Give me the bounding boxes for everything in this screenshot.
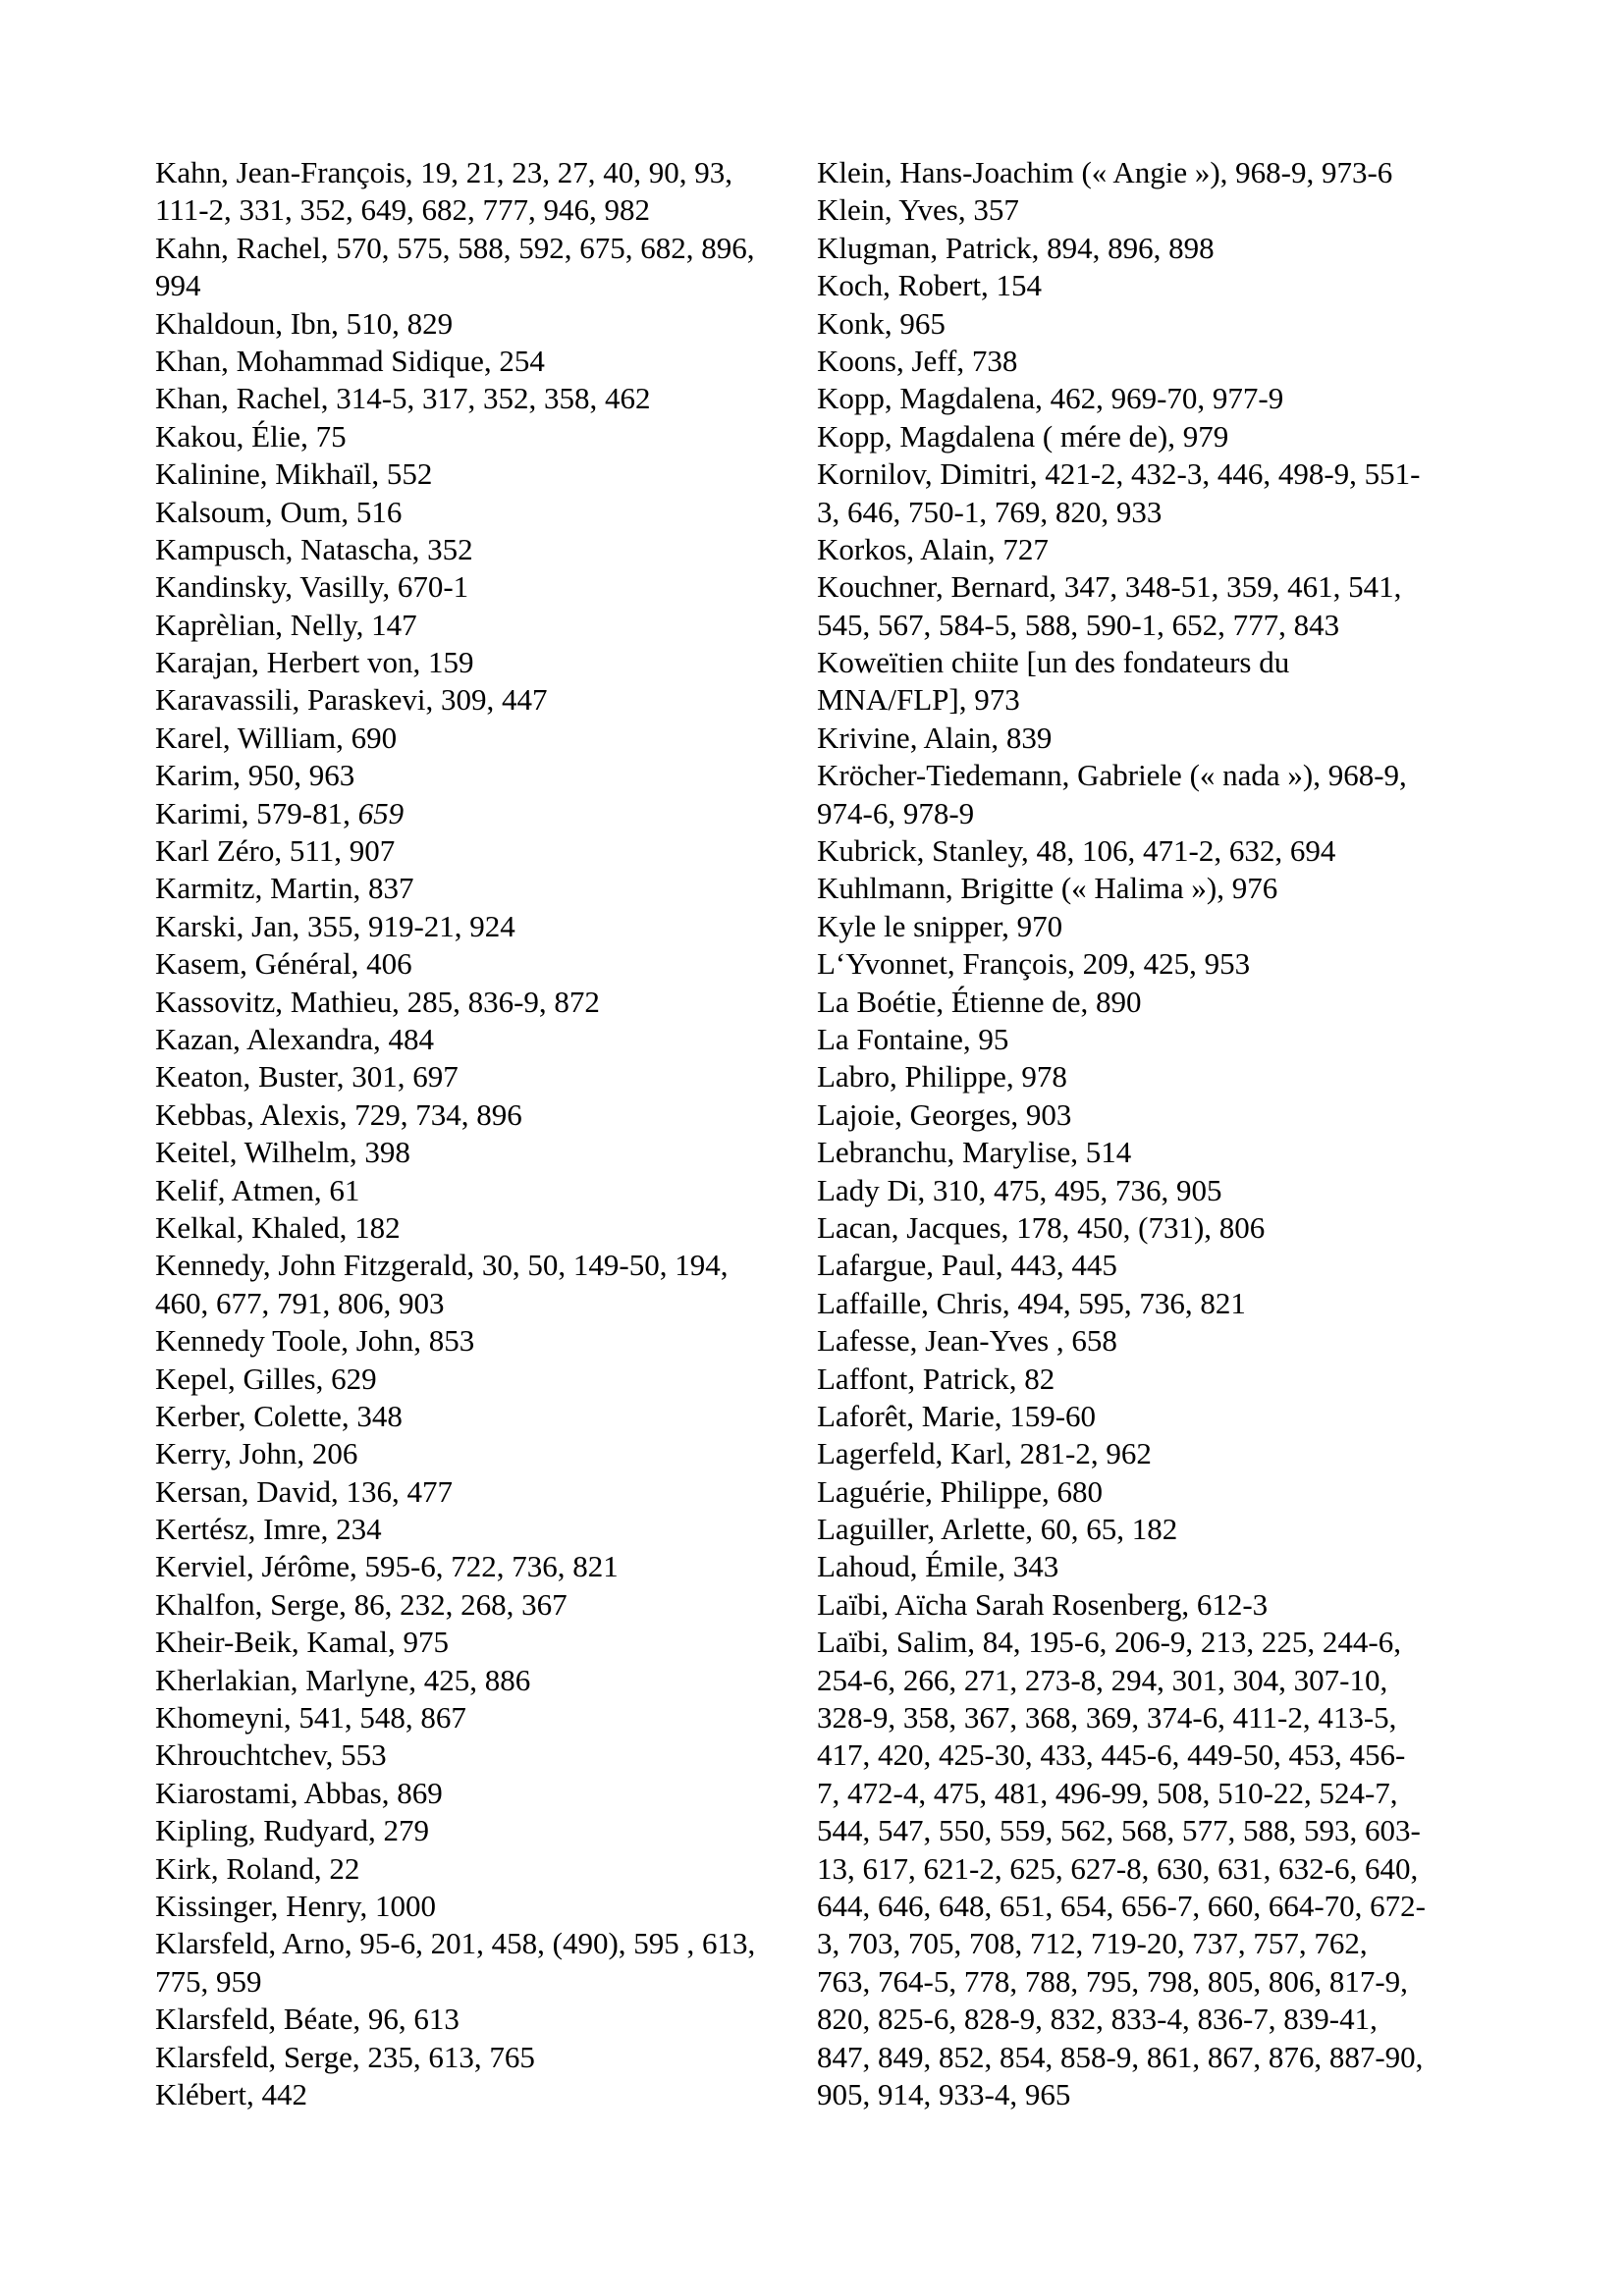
index-entry-line: Kiarostami, Abbas, 869	[155, 1775, 443, 1810]
index-entry-line: Kipling, Rudyard, 279	[155, 1813, 429, 1848]
index-entry-line: Lacan, Jacques, 178, 450, (731), 806	[817, 1209, 1266, 1245]
index-column-right	[817, 154, 1494, 2113]
index-entry-line: 13, 617, 621-2, 625, 627-8, 630, 631, 632-6, 640,	[817, 1850, 1419, 1886]
index-entry-line: Kubrick, Stanley, 48, 106, 471-2, 632, 694	[817, 833, 1336, 869]
index-entry-line: Lady Di, 310, 475, 495, 736, 905	[817, 1172, 1222, 1207]
index-entry-line: Kampusch, Natascha, 352	[155, 531, 473, 566]
index-entry-line: Kebbas, Alexis, 729, 734, 896	[155, 1096, 522, 1132]
index-entry-line: Karel, William, 690	[155, 720, 398, 755]
index-entry-line: 3, 703, 705, 708, 712, 719-20, 737, 757, 762,	[817, 1926, 1368, 1961]
index-entry-line: Kyle le snipper, 970	[817, 908, 1063, 943]
index-entry-line: Kelkal, Khaled, 182	[155, 1209, 401, 1245]
index-entry-line: Kuhlmann, Brigitte (« Halima »), 976	[817, 871, 1278, 906]
index-entry-line: Kahn, Rachel, 570, 575, 588, 592, 675, 682, 896,	[155, 230, 755, 265]
index-entry-line: Khaldoun, Ibn, 510, 829	[155, 305, 454, 341]
index-entry-line: Koons, Jeff, 738	[817, 343, 1018, 378]
index-entry-line: 460, 677, 791, 806, 903	[155, 1285, 445, 1320]
index-entry-line: 905, 914, 933-4, 965	[817, 2076, 1071, 2111]
index-entry-line: Kheir-Beik, Kamal, 975	[155, 1625, 449, 1660]
index-entry-line: Korkos, Alain, 727	[817, 531, 1049, 566]
index-entry-line: Koch, Robert, 154	[817, 268, 1043, 303]
index-entry-line: Karimi, 579-81, 659	[155, 795, 405, 830]
index-entry-line: Kerry, John, 206	[155, 1436, 358, 1471]
index-entry-line: MNA/FLP], 973	[817, 682, 1020, 718]
index-entry-line: 254-6, 266, 271, 273-8, 294, 301, 304, 307-10,	[817, 1662, 1388, 1697]
index-entry-line: Klein, Hans-Joachim (« Angie »), 968-9, 973-6	[817, 155, 1393, 189]
index-entry-line: Kasem, Général, 406	[155, 946, 412, 982]
index-entry-line: La Boétie, Étienne de, 890	[817, 984, 1142, 1019]
index-entry-line: Kirk, Roland, 22	[155, 1850, 360, 1886]
index-entry-line: Khalfon, Serge, 86, 232, 268, 367	[155, 1586, 568, 1622]
index-entry-line: Kertész, Imre, 234	[155, 1512, 382, 1547]
index-entry-line: Karim, 950, 963	[155, 758, 355, 793]
index-entry-line: Kerber, Colette, 348	[155, 1398, 403, 1433]
index-entry-line: Lafesse, Jean-Yves , 658	[817, 1323, 1117, 1359]
index-entry-line: Lajoie, Georges, 903	[817, 1096, 1072, 1132]
index-entry-line: Laffaille, Chris, 494, 595, 736, 821	[817, 1285, 1246, 1320]
index-entry-line: 974-6, 978-9	[817, 795, 975, 830]
index-entry-line: Karmitz, Martin, 837	[155, 871, 414, 906]
index-entry-line: Khomeyni, 541, 548, 867	[155, 1700, 466, 1735]
index-entry-line: Kennedy Toole, John, 853	[155, 1323, 475, 1359]
index-entry-line: Lebranchu, Marylise, 514	[817, 1135, 1132, 1170]
index-entry-line: Kandinsky, Vasilly, 670-1	[155, 569, 469, 605]
index-entry-line: Kalsoum, Oum, 516	[155, 494, 403, 529]
index-entry-line: Kassovitz, Mathieu, 285, 836-9, 872	[155, 984, 600, 1019]
index-entry-line: Klarsfeld, Serge, 235, 613, 765	[155, 2039, 535, 2074]
index-entry-line: Laguérie, Philippe, 680	[817, 1473, 1103, 1509]
index-entry-line: Lagerfeld, Karl, 281-2, 962	[817, 1436, 1152, 1471]
index-entry-line: 775, 959	[155, 1963, 262, 1999]
index-entry-line: Kornilov, Dimitri, 421-2, 432-3, 446, 498-9, 551-	[817, 456, 1421, 492]
index-entry-line: Kazan, Alexandra, 484	[155, 1021, 435, 1056]
index-entry-line: 111-2, 331, 352, 649, 682, 777, 946, 982	[155, 192, 651, 228]
index-entry-line: 3, 646, 750-1, 769, 820, 933	[817, 494, 1163, 529]
index-entry-line: Labro, Philippe, 978	[817, 1059, 1067, 1095]
index-entry-line: Kröcher-Tiedemann, Gabriele (« nada »), 968-9,	[817, 758, 1407, 793]
index-entry-line: Laforêt, Marie, 159-60	[817, 1398, 1097, 1433]
index-entry-line: Karski, Jan, 355, 919-21, 924	[155, 908, 515, 943]
index-entry-line: Klébert, 442	[155, 2076, 307, 2111]
index-entry-line: 994	[155, 268, 201, 303]
index-entry-line: Klugman, Patrick, 894, 896, 898	[817, 230, 1215, 265]
index-entry-line: 545, 567, 584-5, 588, 590-1, 652, 777, 843	[817, 607, 1340, 642]
index-entry-line: Kissinger, Henry, 1000	[155, 1888, 437, 1923]
index-entry-line: 328-9, 358, 367, 368, 369, 374-6, 411-2, 413-5,	[817, 1700, 1397, 1735]
index-entry-line: Kelif, Atmen, 61	[155, 1172, 360, 1207]
index-entry-line: Laguiller, Arlette, 60, 65, 182	[817, 1512, 1178, 1547]
index-entry-line: Klarsfeld, Arno, 95-6, 201, 458, (490), 595 , 613,	[155, 1926, 756, 1961]
index-entry-line: Kopp, Magdalena, 462, 969-70, 977-9	[817, 381, 1284, 416]
index-entry-line: 7, 472-4, 475, 481, 496-99, 508, 510-22, 524-7,	[817, 1775, 1398, 1810]
index-entry-line: Kakou, Élie, 75	[155, 418, 347, 454]
index-entry-line: 544, 547, 550, 559, 562, 568, 577, 588, 593, 603-	[817, 1813, 1421, 1848]
index-entry-line: Karl Zéro, 511, 907	[155, 833, 396, 869]
index-entry-line: 644, 646, 648, 651, 654, 656-7, 660, 664-70, 672-	[817, 1888, 1426, 1923]
index-entry-line: Khan, Rachel, 314-5, 317, 352, 358, 462	[155, 381, 651, 416]
index-entry-line: Klarsfeld, Béate, 96, 613	[155, 2002, 460, 2037]
index-entry-line: Khrouchtchev, 553	[155, 1737, 387, 1773]
index-entry-line: 820, 825-6, 828-9, 832, 833-4, 836-7, 839-41,	[817, 2002, 1378, 2037]
index-entry-line: Laffont, Patrick, 82	[817, 1361, 1055, 1396]
index-entry-line: Lafargue, Paul, 443, 445	[817, 1248, 1117, 1283]
index-entry-line: Koweïtien chiite [un des fondateurs du	[817, 645, 1290, 680]
index-entry-line: Kaprèlian, Nelly, 147	[155, 607, 417, 642]
index-entry-line: Kennedy, John Fitzgerald, 30, 50, 149-50, 194,	[155, 1248, 729, 1283]
index-entry-line: Keitel, Wilhelm, 398	[155, 1135, 410, 1170]
index-entry-line: Kepel, Gilles, 629	[155, 1361, 377, 1396]
italic-page-number: 659	[357, 795, 405, 830]
index-entry-line: Kerviel, Jérôme, 595-6, 722, 736, 821	[155, 1549, 619, 1584]
index-entry-line: Lahoud, Émile, 343	[817, 1549, 1059, 1584]
index-entry-line: Kersan, David, 136, 477	[155, 1473, 454, 1509]
index-entry-line: 417, 420, 425-30, 433, 445-6, 449-50, 453, 456-	[817, 1737, 1406, 1773]
index-entry-line: Konk, 965	[817, 305, 946, 341]
index-entry-line: Khan, Mohammad Sidique, 254	[155, 343, 545, 378]
index-entry-line: 847, 849, 852, 854, 858-9, 861, 867, 876, 887-90,	[817, 2039, 1424, 2074]
index-entry-line: Kouchner, Bernard, 347, 348-51, 359, 461, 541,	[817, 569, 1402, 605]
index-entry-line: Klein, Yves, 357	[817, 192, 1019, 228]
index-entry-line: Karavassili, Paraskevi, 309, 447	[155, 682, 548, 718]
index-entry-line: 763, 764-5, 778, 788, 795, 798, 805, 806, 817-9,	[817, 1963, 1408, 1999]
index-entry-line: Kalinine, Mikhaïl, 552	[155, 456, 433, 492]
index-entry-line: Karajan, Herbert von, 159	[155, 645, 474, 680]
index-entry-line: Laïbi, Aïcha Sarah Rosenberg, 612-3	[817, 1586, 1269, 1622]
index-entry-line: Keaton, Buster, 301, 697	[155, 1059, 459, 1095]
index-entry-line: Kherlakian, Marlyne, 425, 886	[155, 1662, 531, 1697]
index-column-left	[155, 154, 813, 2113]
index-entry-line: Kahn, Jean-François, 19, 21, 23, 27, 40, 90, 93,	[155, 155, 733, 189]
index-entry-line: L‘Yvonnet, François, 209, 425, 953	[817, 946, 1251, 982]
index-entry-line: Laïbi, Salim, 84, 195-6, 206-9, 213, 225, 244-6,	[817, 1625, 1401, 1660]
index-entry-line: Krivine, Alain, 839	[817, 720, 1053, 755]
index-entry-line: Kopp, Magdalena ( mére de), 979	[817, 418, 1229, 454]
index-entry-line: La Fontaine, 95	[817, 1021, 1009, 1056]
